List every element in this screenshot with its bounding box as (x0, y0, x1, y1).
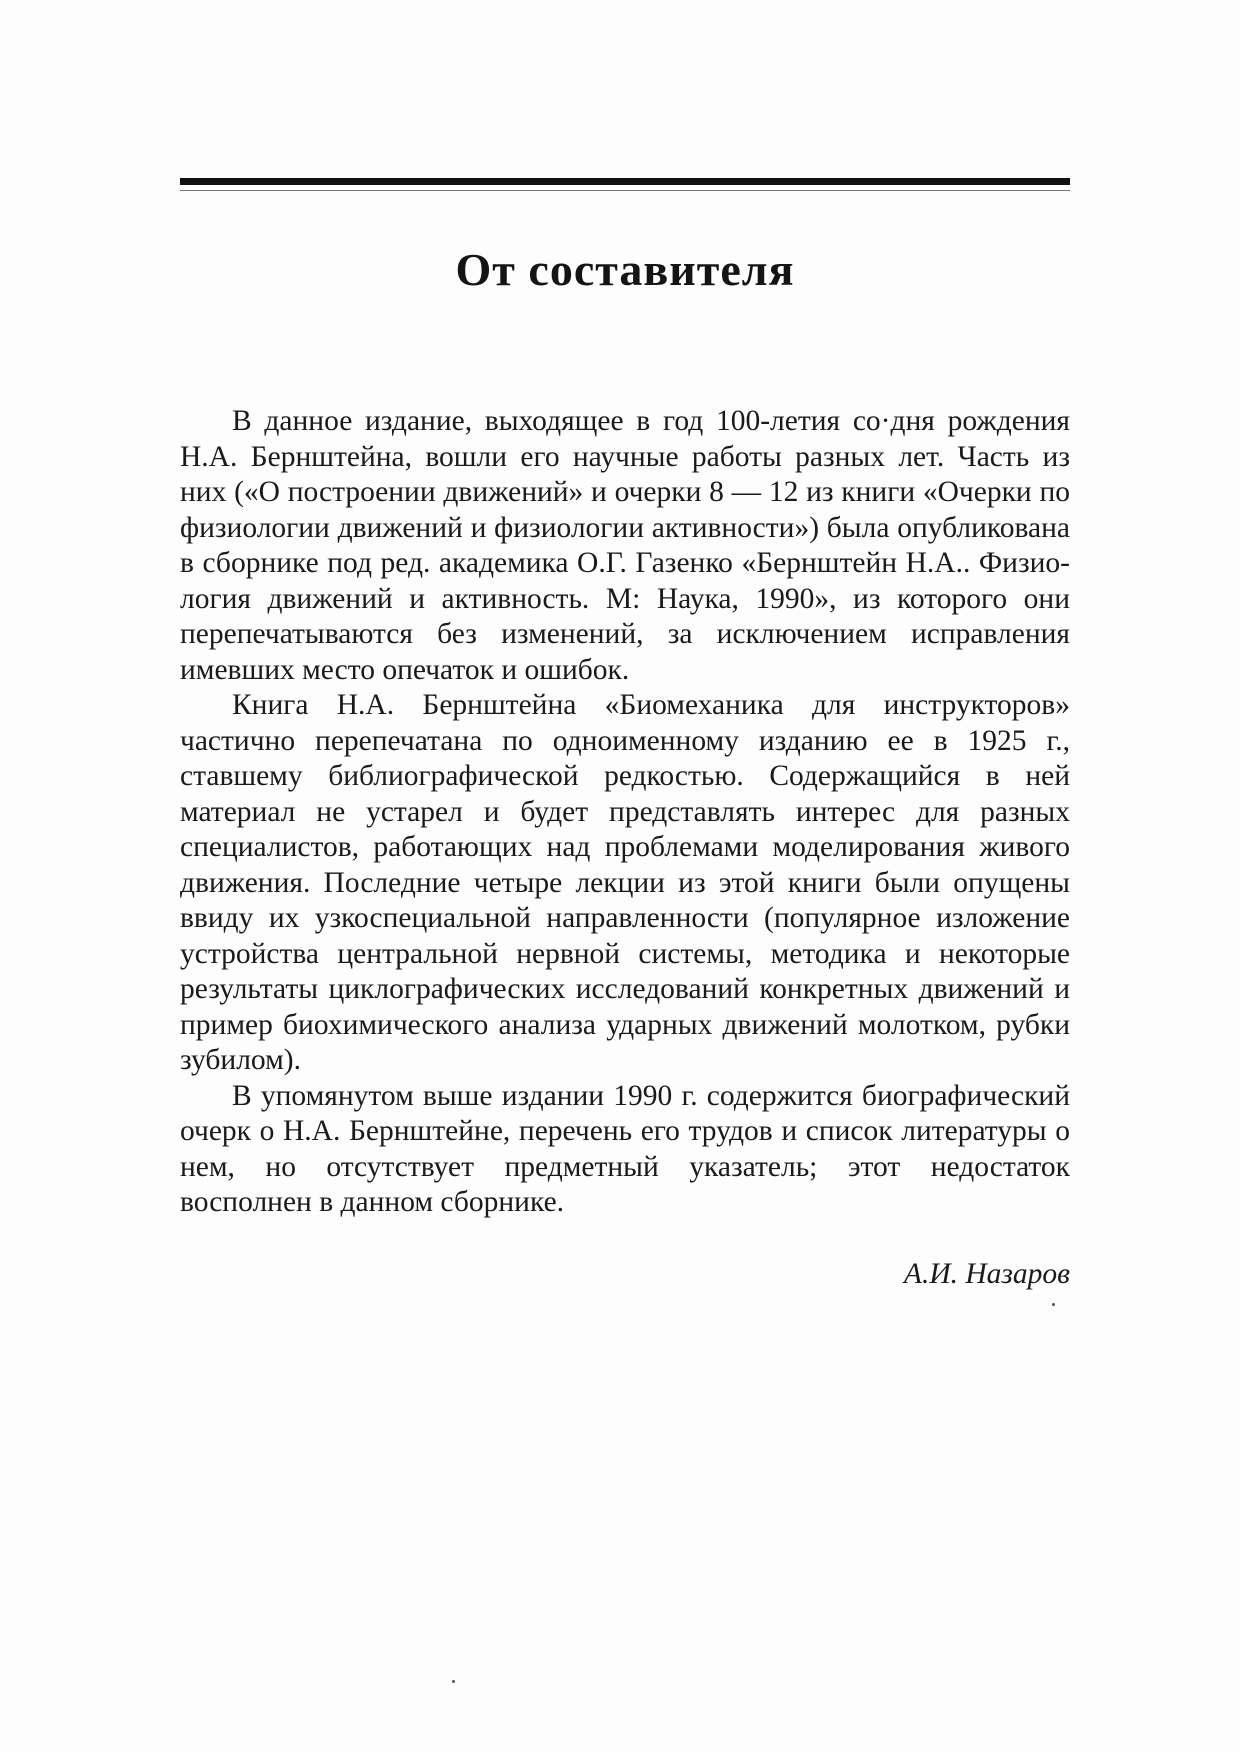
author-signature: А.И. Назаров (903, 1258, 1070, 1290)
paragraph: В данное издание, выходящее в год 100-летия со·дня рождения Н.А. Бернштейна, вошли его научные работы разных лет. Часть из них («О построении движений» и очерки 8 — 12 из книги «Очерки по физиологии движений и физиологии активности») была опубликована в сборнике под ред. академика О.Г. Газенко «Бернштейн Н.А.. Физиология движений и активность. М: Наука, 1990», из которого они перепечатываются без изменений, за исключением исправления имевших место опечаток и ошибок. (180, 405, 1070, 686)
scan-speck (452, 1680, 455, 1683)
paragraph: Книга Н.А. Бернштейна «Биомеханика для инструкторов» частично перепечатана по одноименному изданию ее в 1925 г., ставшему библиографической редкостью. Содержащийся в ней материал не устарел и будет представлять интерес для разных специалистов, работающих над проблемами моделирования живого движения. Последние четыре лекции из этой книги были опущены ввиду их узкоспециальной направленности (популярное изложение устройства центральной нервной системы, методика и некоторые результаты циклографических исследований конкретных движений и пример биохимического анализа ударных движений молотком, рубки зубилом). (180, 689, 1070, 1076)
paragraph: В упомянутом выше издании 1990 г. содержится биографический очерк о Н.А. Бернштейне, перечень его трудов и список литературы о нем, но отсутствует предметный указатель; этот недостаток восполнен в данном сборнике. (180, 1079, 1070, 1218)
scan-speck (1052, 1303, 1055, 1306)
header-rule-thin (180, 190, 1070, 191)
header-rule-thick (180, 178, 1070, 185)
body-text (180, 404, 1070, 1221)
page-title: От составителя (455, 244, 795, 295)
